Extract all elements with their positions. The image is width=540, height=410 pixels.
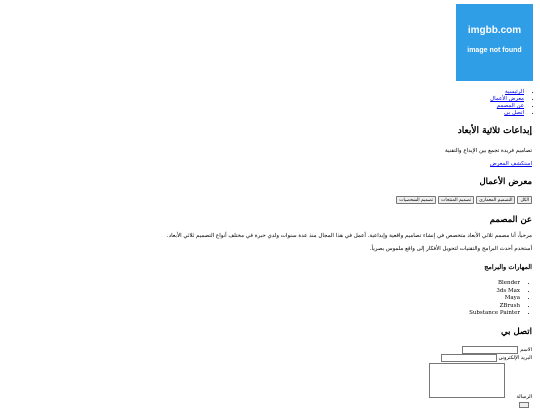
contact-section — [4, 327, 532, 338]
nav-item-home — [490, 89, 524, 96]
filter-architecture-button[interactable]: التصميم المعماري — [476, 196, 515, 204]
logo-text: imgbb.com — [467, 25, 522, 36]
hero-section — [4, 126, 532, 137]
gallery-filters-wrap — [4, 196, 532, 204]
skills-title: المهارات والبرامج — [484, 263, 532, 271]
name-row — [4, 346, 532, 354]
skill-item: • ZBrush — [4, 303, 520, 311]
submit-row — [4, 402, 529, 410]
nav-item-about — [490, 103, 524, 110]
skill-item: • Blender — [4, 280, 520, 288]
skills-list-wrap — [4, 280, 532, 318]
nav-link-contact[interactable]: اتصل بي — [504, 110, 524, 116]
about-text-wrap-2 — [4, 246, 532, 253]
email-row — [4, 354, 532, 363]
name-input[interactable] — [462, 346, 518, 354]
email-input[interactable] — [441, 354, 497, 362]
skills-list — [4, 280, 532, 318]
filter-all-button[interactable]: الكل — [517, 196, 532, 204]
hero-title: إبداعات ثلاثية الأبعاد — [457, 126, 532, 136]
gallery-filters — [4, 196, 532, 204]
submit-button[interactable] — [519, 402, 529, 408]
nav-link-about[interactable]: عن المصمم — [496, 103, 524, 109]
message-label: الرسالة — [516, 394, 532, 400]
explore-gallery-link[interactable]: استكشف المعرض — [490, 161, 532, 167]
contact-form — [4, 346, 532, 410]
name-label: الاسم — [520, 347, 532, 353]
filter-characters-button[interactable]: تصميم الشخصيات — [396, 196, 436, 204]
logo-error-text: image not found — [467, 47, 522, 54]
nav-link-gallery[interactable]: معرض الأعمال — [490, 96, 524, 102]
skill-item: • Maya — [4, 295, 520, 303]
hero-cta-wrap — [4, 160, 532, 168]
about-paragraph-1: مرحباً، أنا مصمم ثلاثي الأبعاد متخصص في إنشاء تصاميم واقعية وإبداعية. أعمل في هذا المجال منذ عدة سنوات ولدي خبرة في مختلف أنواع التصميم ثلاثي الأبعاد. — [166, 233, 532, 239]
gallery-section — [4, 177, 532, 188]
skill-item: • Substance Painter — [4, 310, 520, 318]
hero-subtitle: تصاميم فريدة تجمع بين الإبداع والتقنية — [445, 148, 532, 154]
about-title: عن المصمم — [489, 215, 532, 225]
nav-link-home[interactable]: الرئيسية — [505, 89, 524, 95]
about-section — [4, 215, 532, 226]
main-nav — [490, 89, 536, 117]
message-row — [4, 363, 532, 399]
email-label: البريد الإلكتروني — [498, 355, 532, 361]
skills-heading-wrap — [4, 263, 532, 271]
skill-item: • 3ds Max — [4, 288, 520, 296]
about-text-wrap — [4, 233, 532, 240]
logo-image-placeholder — [456, 4, 533, 81]
nav-item-contact — [490, 110, 524, 117]
filter-products-button[interactable]: تصميم المنتجات — [438, 196, 474, 204]
nav-item-gallery — [490, 96, 524, 103]
message-textarea[interactable] — [429, 363, 505, 398]
contact-title: اتصل بي — [501, 327, 532, 337]
gallery-title: معرض الأعمال — [479, 177, 532, 187]
about-paragraph-2: أستخدم أحدث البرامج والتقنيات لتحويل الأفكار إلى واقع ملموس بصرياً. — [369, 246, 532, 252]
hero-subtitle-wrap — [4, 148, 532, 155]
